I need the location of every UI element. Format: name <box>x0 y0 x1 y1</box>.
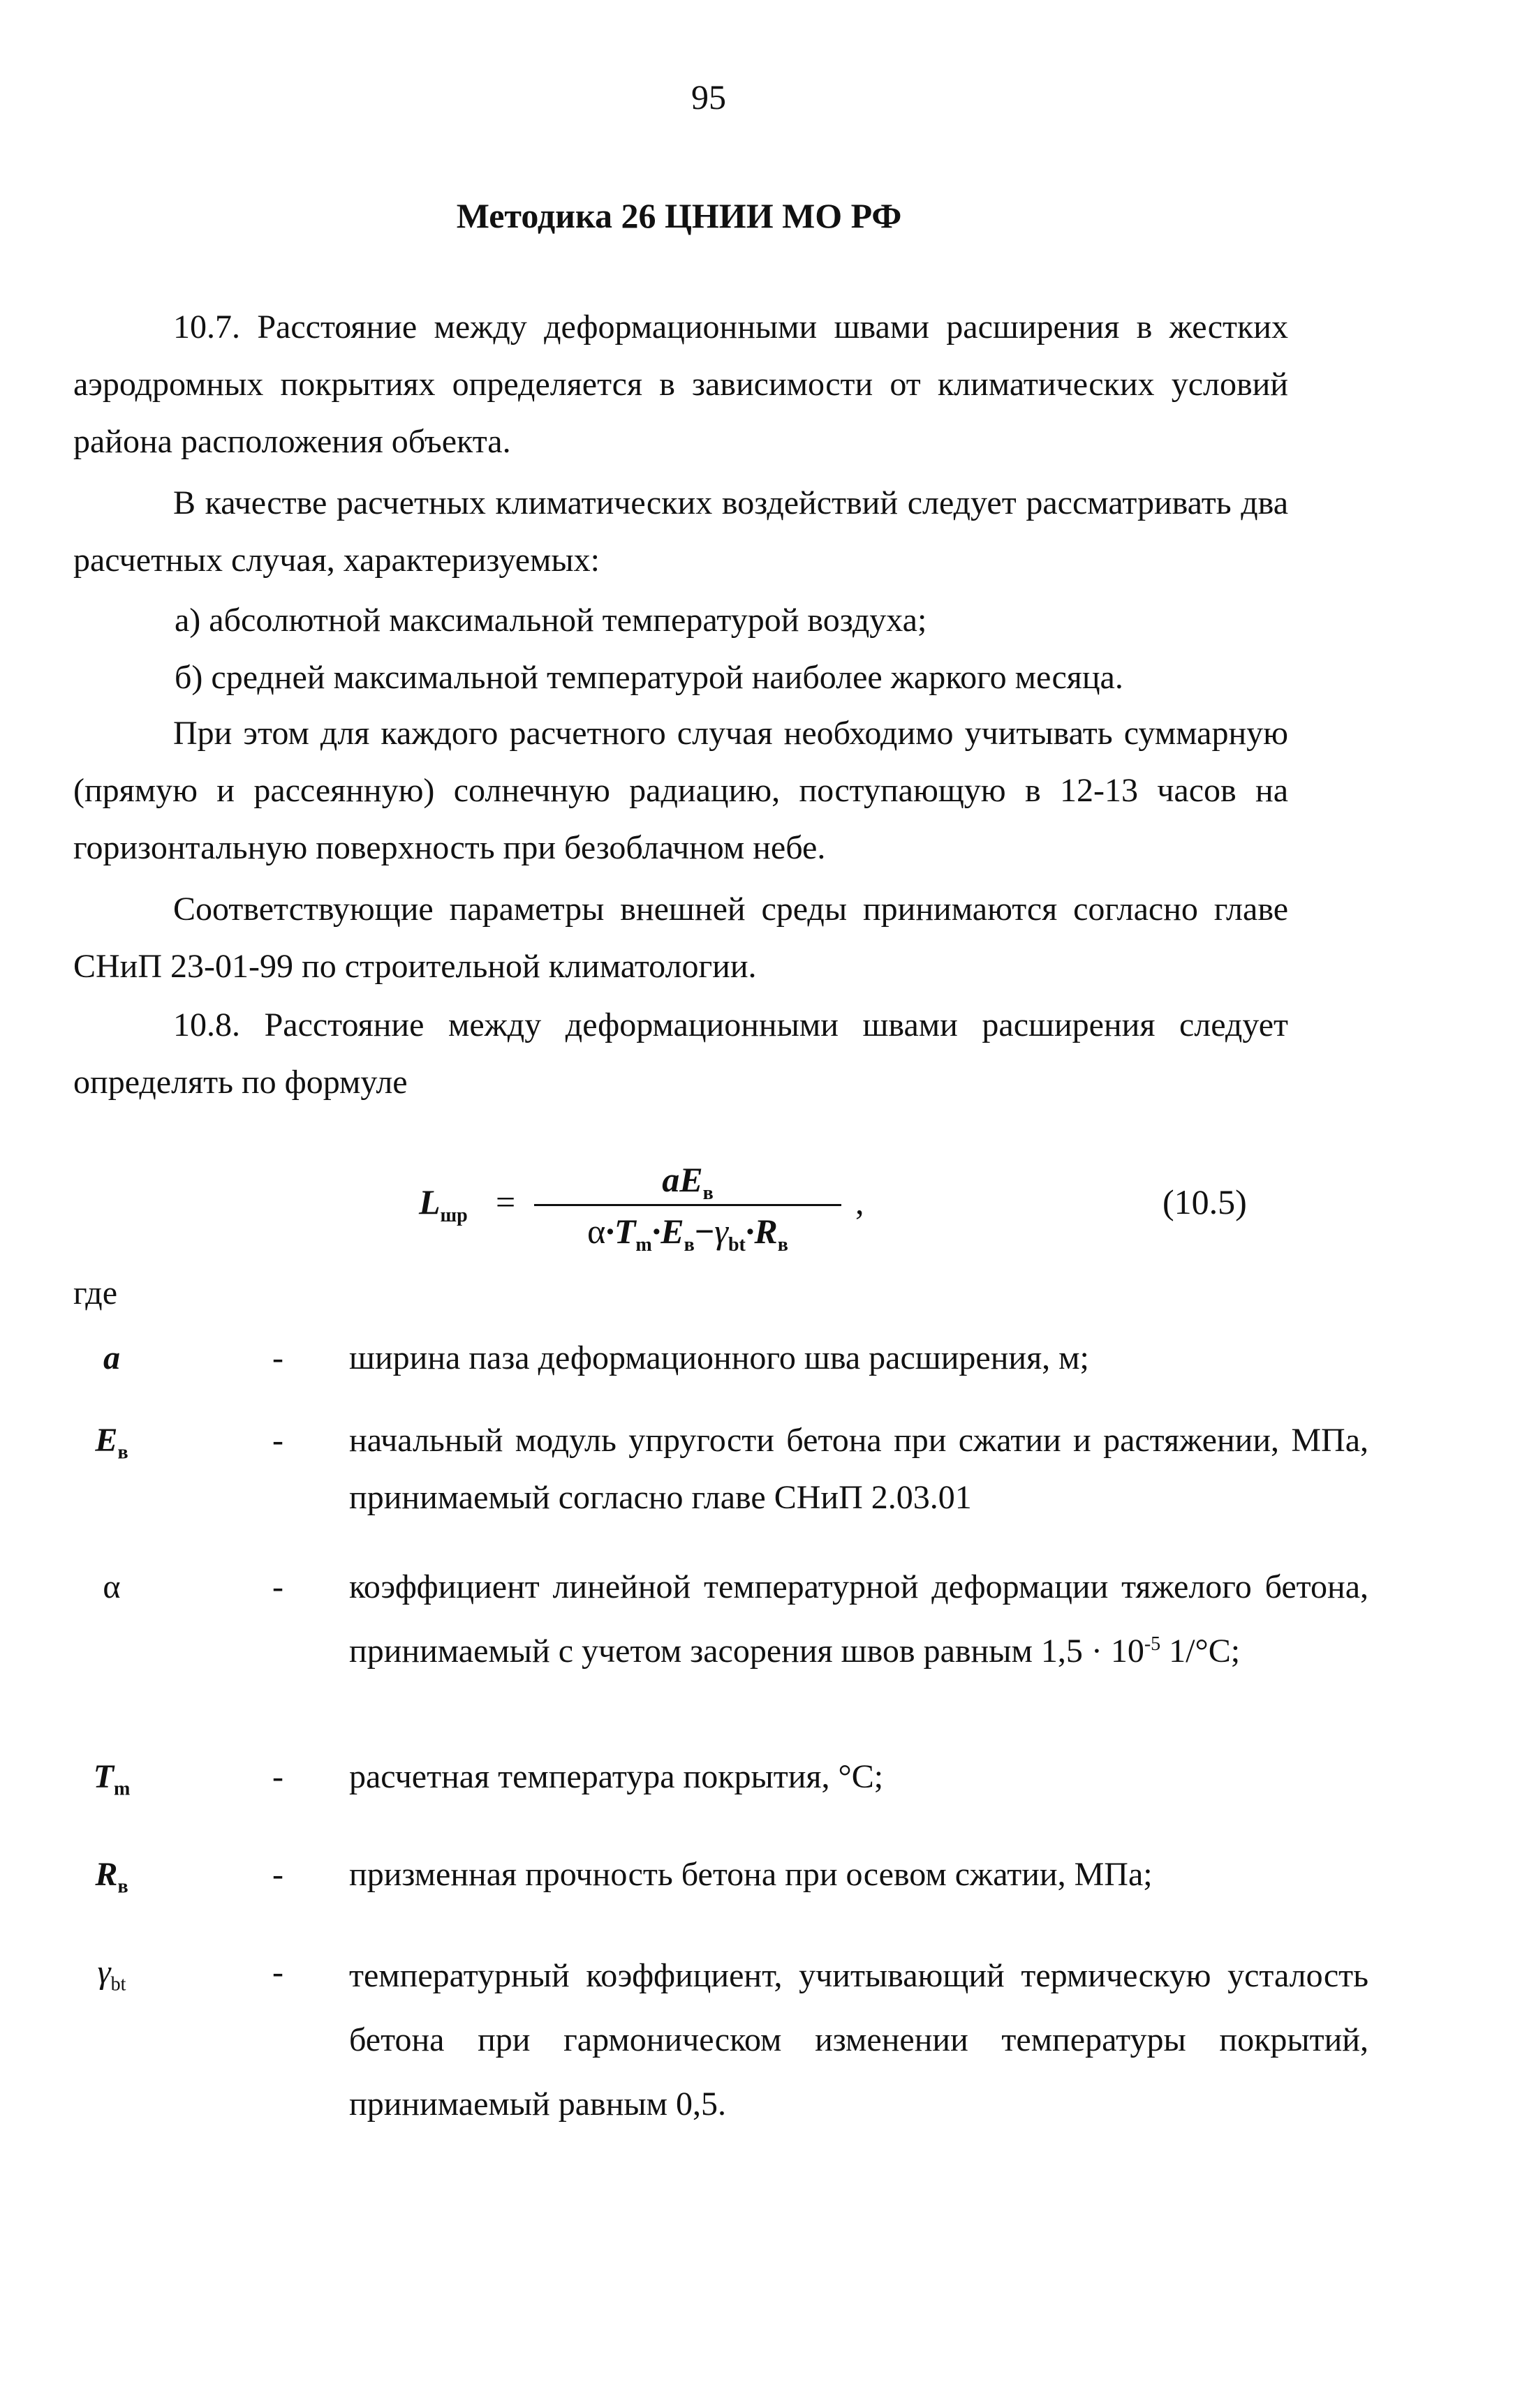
definition-symbol: a <box>103 1339 120 1376</box>
definition-dash: - <box>272 1422 283 1459</box>
formula-fraction <box>527 1155 848 1256</box>
formula-numerator: $aE_в$ <box>662 1160 714 1204</box>
definition-text: температурный коэффициент, учитывающий термическую усталость бетона при гармоническом изменении температуры покрытий, принимаемый равным 0,5. <box>349 1957 1368 2123</box>
definition-dash: - <box>272 1568 283 1605</box>
formula-equals: = <box>496 1182 516 1221</box>
paragraph-parameters: Соответствующие параметры внешней среды принимаются согласно главе СНиП 23-01-99 по строительной климатологии. <box>73 891 1288 985</box>
definition-symbol: $\gamma_{bt}$ <box>97 1954 126 1995</box>
definition-text: ширина паза деформационного шва расширения, м; <box>349 1339 1089 1376</box>
formula-denominator: $\alpha\cdot T_m\cdot E_в-\gamma_{bt}\cdot R_в$ <box>587 1212 788 1256</box>
paragraph-design-cases: В качестве расчетных климатических воздействий следует рассматривать два расчетных случая, характеризуемых: <box>73 484 1288 579</box>
formula-comma: , <box>855 1182 864 1221</box>
formula-number: (10.5) <box>1163 1182 1247 1221</box>
list-item-b: б) средней максимальной температурой наиболее жаркого месяца. <box>175 659 1123 696</box>
definition-text: начальный модуль упругости бетона при сжатии и растяжении, МПа, принимаемый согласно главе СНиП 2.03.01 <box>349 1422 1368 1516</box>
paragraph-solar-radiation: При этом для каждого расчетного случая необходимо учитывать суммарную (прямую и рассеянную) солнечную радиацию, поступающую в 12-13 часов на горизонтальную поверхность при безоблачном небе. <box>73 715 1288 866</box>
definition-symbol: α <box>103 1568 121 1605</box>
page-number: 95 <box>691 77 726 117</box>
definition-text: коэффициент линейной температурной деформации тяжелого бетона, принимаемый с учетом засорения швов равным $1,5 \cdot 10^{-5}$ 1/°С; <box>349 1568 1368 1670</box>
definition-dash: - <box>272 1954 283 1991</box>
formula-lhs: $L_{шр}$ <box>419 1182 468 1226</box>
definition-dash: - <box>272 1758 283 1795</box>
section-heading: Методика 26 ЦНИИ МО РФ <box>456 196 902 235</box>
definition-text: расчетная температура покрытия, °С; <box>349 1758 884 1795</box>
paragraph-10-7: 10.7. Расстояние между деформационными швами расширения в жестких аэродромных покрытиях определяется в зависимости от климатических условий района расположения объекта. <box>73 309 1288 460</box>
list-item-a: а) абсолютной максимальной температурой воздуха; <box>175 602 927 639</box>
paragraph-10-8: 10.8. Расстояние между деформационными швами расширения следует определять по формуле <box>73 1006 1288 1101</box>
definition-dash: - <box>272 1856 283 1893</box>
definition-text: призменная прочность бетона при осевом сжатии, МПа; <box>349 1856 1153 1893</box>
definition-symbol: $E_в$ <box>95 1422 128 1464</box>
formula-10-5 <box>419 1155 1257 1281</box>
where-label: где <box>73 1274 118 1311</box>
definition-dash: - <box>272 1339 283 1376</box>
definition-symbol: $T_m$ <box>93 1758 131 1800</box>
definition-symbol: $R_в$ <box>95 1856 128 1898</box>
